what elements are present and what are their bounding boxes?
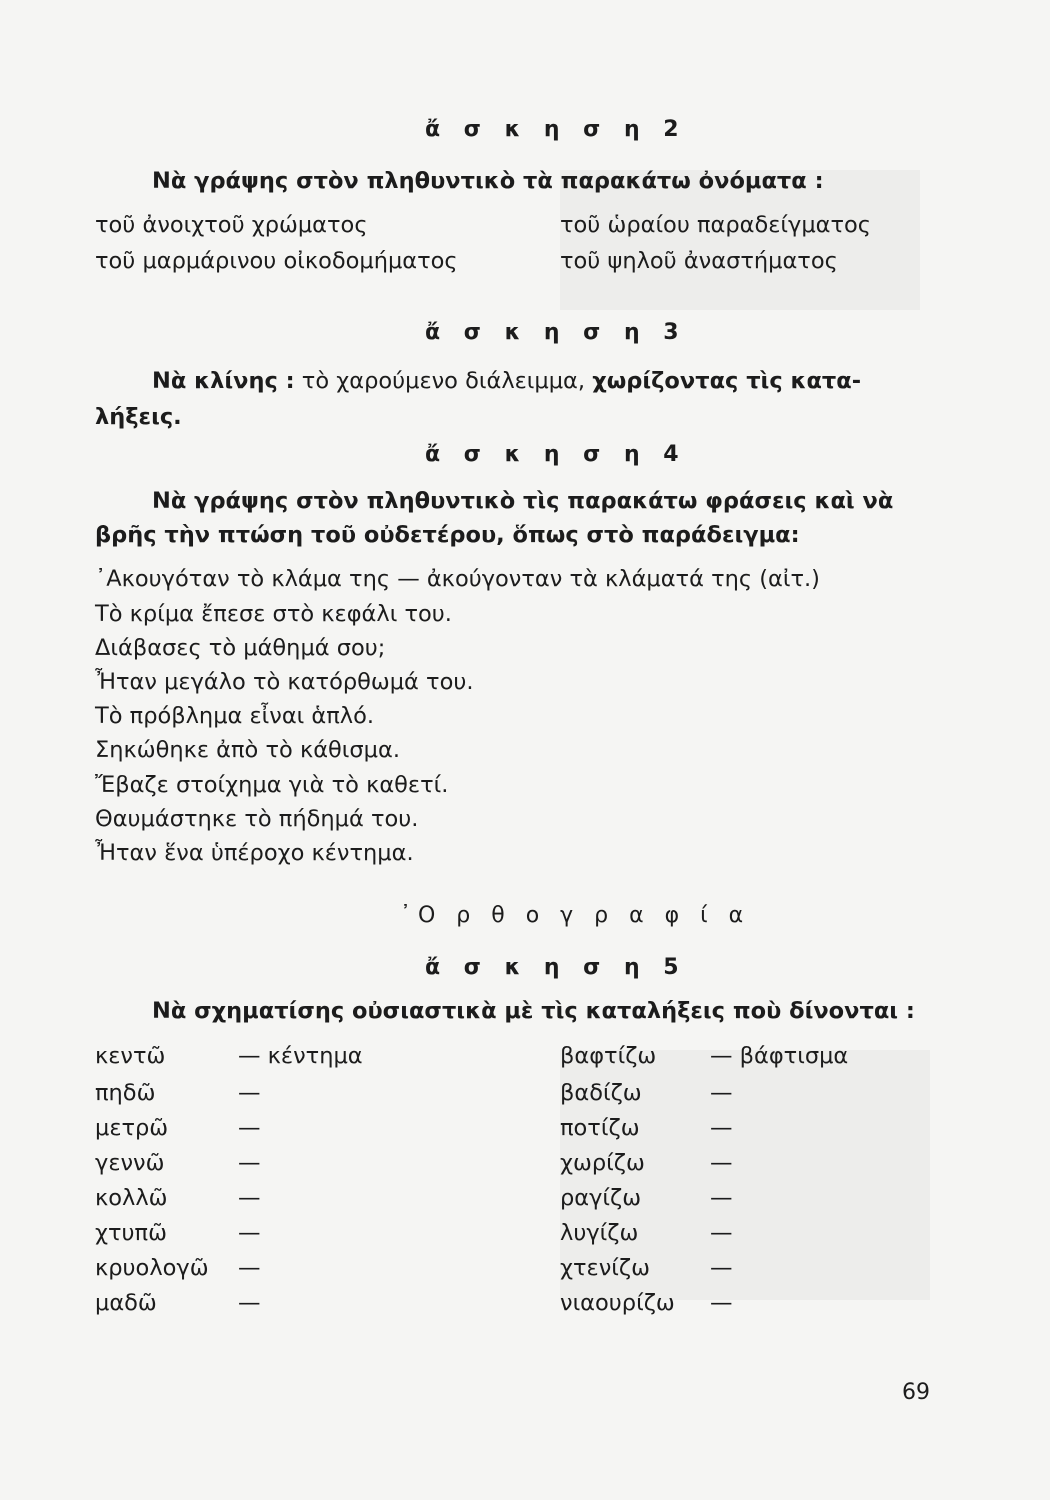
orthography-title: ᾿Ο ρ θ ο γ ρ α φ ί α bbox=[400, 903, 751, 928]
exercise-5-verb: λυγίζω bbox=[560, 1220, 639, 1246]
exercise-5-noun: — bbox=[710, 1115, 733, 1141]
exercise-5-verb: βαφτίζω bbox=[560, 1043, 657, 1069]
exercise-5-noun: — bbox=[238, 1255, 261, 1281]
exercise-5-verb: μετρῶ bbox=[95, 1115, 169, 1141]
exercise-5-verb: πηδῶ bbox=[95, 1080, 156, 1106]
exercise-5-verb: γεννῶ bbox=[95, 1150, 165, 1176]
exercise-5-noun: — bbox=[710, 1290, 733, 1316]
exercise-4-sentence: Τὸ κρίμα ἔπεσε στὸ κεφάλι του. bbox=[95, 601, 452, 627]
exercise-4-sentence: Θαυμάστηκε τὸ πήδημά του. bbox=[95, 806, 419, 832]
exercise-5-verb: χτενίζω bbox=[560, 1255, 650, 1281]
exercise-4-sentence: Διάβασες τὸ μάθημά σου; bbox=[95, 635, 386, 661]
exercise-2-item: τοῦ ὡραίου παραδείγματος bbox=[560, 212, 872, 238]
exercise-5-noun: — βάφτισμα bbox=[710, 1043, 849, 1069]
exercise-2-item: τοῦ ἀνοιχτοῦ χρώματος bbox=[95, 212, 368, 238]
exercise-4-sentence: Ἔβαζε στοίχημα γιὰ τὸ καθετί. bbox=[95, 772, 449, 798]
exercise-4-sentence: Ἦταν ἕνα ὑπέροχο κέντημα. bbox=[95, 840, 414, 866]
exercise-5-noun: — bbox=[238, 1080, 261, 1106]
instruction-bold-part: Νὰ κλίνης : bbox=[152, 368, 295, 394]
exercise-4-sentence: Τὸ πρόβλημα εἶναι ἁπλό. bbox=[95, 703, 375, 729]
exercise-5-verb: ραγίζω bbox=[560, 1185, 642, 1211]
exercise-5-verb: κολλῶ bbox=[95, 1185, 168, 1211]
exercise-3-instruction-continuation: λήξεις. bbox=[95, 404, 182, 430]
exercise-5-noun: — bbox=[238, 1150, 261, 1176]
exercise-5-heading: ἄ σ κ η σ η 5 bbox=[425, 955, 687, 980]
exercise-5-verb: βαδίζω bbox=[560, 1080, 642, 1106]
exercise-2-item: τοῦ ψηλοῦ ἀναστήματος bbox=[560, 248, 838, 274]
exercise-5-verb: κρυολογῶ bbox=[95, 1255, 209, 1281]
exercise-4-instruction: βρῆς τὴν πτώση τοῦ οὐδετέρου, ὅπως στὸ παράδειγμα: bbox=[95, 522, 800, 548]
exercise-5-noun: — bbox=[710, 1255, 733, 1281]
exercise-5-noun: — bbox=[238, 1290, 261, 1316]
exercise-5-noun: — κέντημα bbox=[238, 1043, 363, 1069]
exercise-5-noun: — bbox=[238, 1115, 261, 1141]
exercise-5-verb: χωρίζω bbox=[560, 1150, 645, 1176]
exercise-5-noun: — bbox=[710, 1080, 733, 1106]
exercise-5-verb: μαδῶ bbox=[95, 1290, 157, 1316]
exercise-5-instruction: Νὰ σχηματίσης οὐσιαστικὰ μὲ τὶς καταλήξεις ποὺ δίνονται : bbox=[152, 998, 915, 1024]
instruction-bold-part: χωρίζοντας τὶς κατα- bbox=[592, 368, 862, 394]
exercise-4-instruction: Νὰ γράψης στὸν πληθυντικὸ τὶς παρακάτω φράσεις καὶ νὰ bbox=[152, 488, 894, 514]
exercise-5-noun: — bbox=[238, 1220, 261, 1246]
exercise-5-verb: ποτίζω bbox=[560, 1115, 640, 1141]
exercise-3-instruction bbox=[152, 368, 861, 394]
exercise-5-verb: κεντῶ bbox=[95, 1043, 166, 1069]
exercise-2-item: τοῦ μαρμάρινου οἰκοδομήματος bbox=[95, 248, 458, 274]
exercise-5-verb: χτυπῶ bbox=[95, 1220, 167, 1246]
instruction-regular-part: τὸ χαρούμενο διάλειμμα, bbox=[301, 368, 586, 394]
exercise-4-heading: ἄ σ κ η σ η 4 bbox=[425, 442, 687, 467]
exercise-5-verb: νιαουρίζω bbox=[560, 1290, 675, 1316]
exercise-2-instruction: Νὰ γράψης στὸν πληθυντικὸ τὰ παρακάτω ὀνόματα : bbox=[152, 168, 824, 194]
exercise-5-noun: — bbox=[710, 1185, 733, 1211]
exercise-4-sentence: Σηκώθηκε ἀπὸ τὸ κάθισμα. bbox=[95, 737, 400, 763]
exercise-2-heading: ἄ σ κ η σ η 2 bbox=[425, 117, 687, 142]
exercise-5-noun: — bbox=[710, 1220, 733, 1246]
exercise-5-noun: — bbox=[710, 1150, 733, 1176]
exercise-4-sentence: Ἦταν μεγάλο τὸ κατόρθωμά του. bbox=[95, 669, 474, 695]
exercise-5-noun: — bbox=[238, 1185, 261, 1211]
exercise-4-sentence: ᾿Ακουγόταν τὸ κλάμα της — ἀκούγονταν τὰ κλάματά της (αἰτ.) bbox=[95, 566, 820, 592]
page-number: 69 bbox=[902, 1380, 930, 1405]
exercise-3-heading: ἄ σ κ η σ η 3 bbox=[425, 320, 687, 345]
